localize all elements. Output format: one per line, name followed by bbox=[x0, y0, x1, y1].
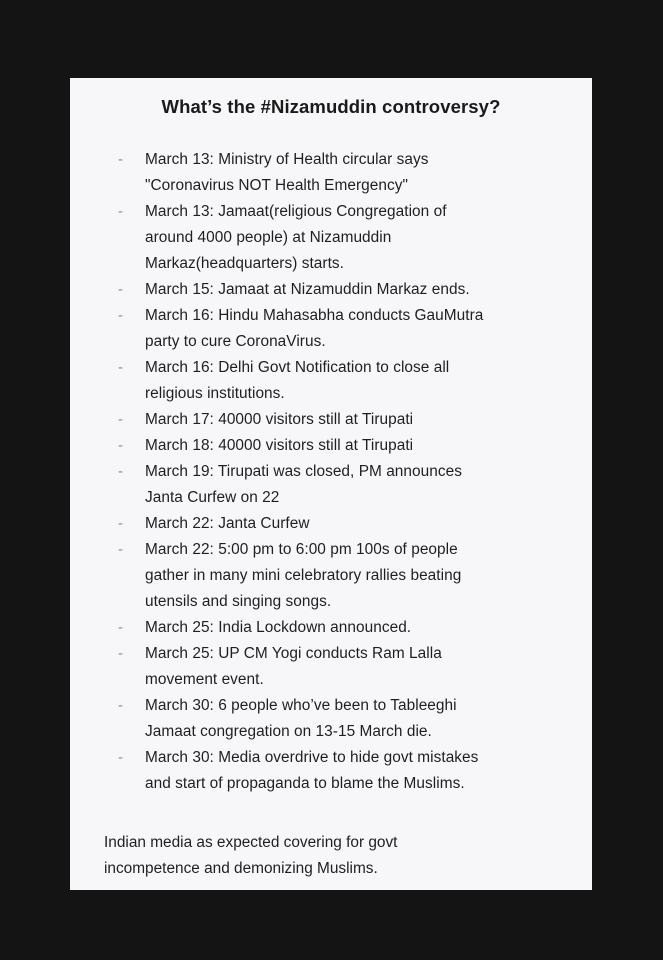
list-item bbox=[70, 277, 592, 303]
list-item-text: March 17: 40000 visitors still at Tirupati bbox=[145, 411, 414, 428]
list-item bbox=[70, 433, 592, 459]
bullet-dash: - bbox=[118, 151, 124, 168]
list-item-text: March 22: 5:00 pm to 6:00 pm 100s of people gather in many mini celebratory rallies beating utensils and singing songs. bbox=[145, 541, 462, 610]
list-item bbox=[70, 641, 592, 693]
list-item-text: March 15: Jamaat at Nizamuddin Markaz ends. bbox=[145, 281, 470, 298]
bullet-dash: - bbox=[118, 463, 124, 480]
bullet-dash: - bbox=[118, 359, 124, 376]
list-item-text: March 25: India Lockdown announced. bbox=[145, 619, 412, 636]
list-item bbox=[70, 407, 592, 433]
list-item bbox=[70, 745, 592, 797]
list-item bbox=[70, 537, 592, 615]
list-item-text: March 30: Media overdrive to hide govt mistakes and start of propaganda to blame the Muslims. bbox=[145, 749, 479, 792]
bullet-dash: - bbox=[118, 203, 124, 220]
bullet-dash: - bbox=[118, 541, 124, 558]
timeline-list bbox=[70, 147, 592, 797]
list-item-text: March 25: UP CM Yogi conducts Ram Lalla movement event. bbox=[145, 645, 442, 688]
bullet-dash: - bbox=[118, 645, 124, 662]
document-card bbox=[70, 78, 592, 890]
list-item bbox=[70, 511, 592, 537]
list-item bbox=[70, 459, 592, 511]
bullet-dash: - bbox=[118, 307, 124, 324]
list-item bbox=[70, 355, 592, 407]
bullet-dash: - bbox=[118, 697, 124, 714]
footer-note: Indian media as expected covering for govt incompetence and demonizing Muslims. bbox=[104, 834, 398, 877]
list-item-text: March 16: Hindu Mahasabha conducts GauMutra party to cure CoronaVirus. bbox=[145, 307, 484, 350]
bullet-dash: - bbox=[118, 281, 124, 298]
list-item bbox=[70, 615, 592, 641]
list-item bbox=[70, 199, 592, 277]
list-item-text: March 13: Jamaat(religious Congregation of around 4000 people) at Nizamuddin Markaz(headquarters) starts. bbox=[145, 203, 447, 272]
bullet-dash: - bbox=[118, 749, 124, 766]
bullet-dash: - bbox=[118, 411, 124, 428]
list-item-text: March 13: Ministry of Health circular says "Coronavirus NOT Health Emergency" bbox=[145, 151, 429, 194]
list-item-text: March 18: 40000 visitors still at Tirupati bbox=[145, 437, 414, 454]
list-item bbox=[70, 147, 592, 199]
bullet-dash: - bbox=[118, 619, 124, 636]
list-item bbox=[70, 693, 592, 745]
bullet-dash: - bbox=[118, 515, 124, 532]
list-item-text: March 16: Delhi Govt Notification to close all religious institutions. bbox=[145, 359, 450, 402]
bullet-dash: - bbox=[118, 437, 124, 454]
list-item bbox=[70, 303, 592, 355]
list-item-text: March 19: Tirupati was closed, PM announces Janta Curfew on 22 bbox=[145, 463, 462, 506]
list-item-text: March 22: Janta Curfew bbox=[145, 515, 310, 532]
list-item-text: March 30: 6 people who’ve been to Tableeghi Jamaat congregation on 13-15 March die. bbox=[145, 697, 457, 740]
page-title: What’s the #Nizamuddin controversy? bbox=[161, 96, 501, 117]
